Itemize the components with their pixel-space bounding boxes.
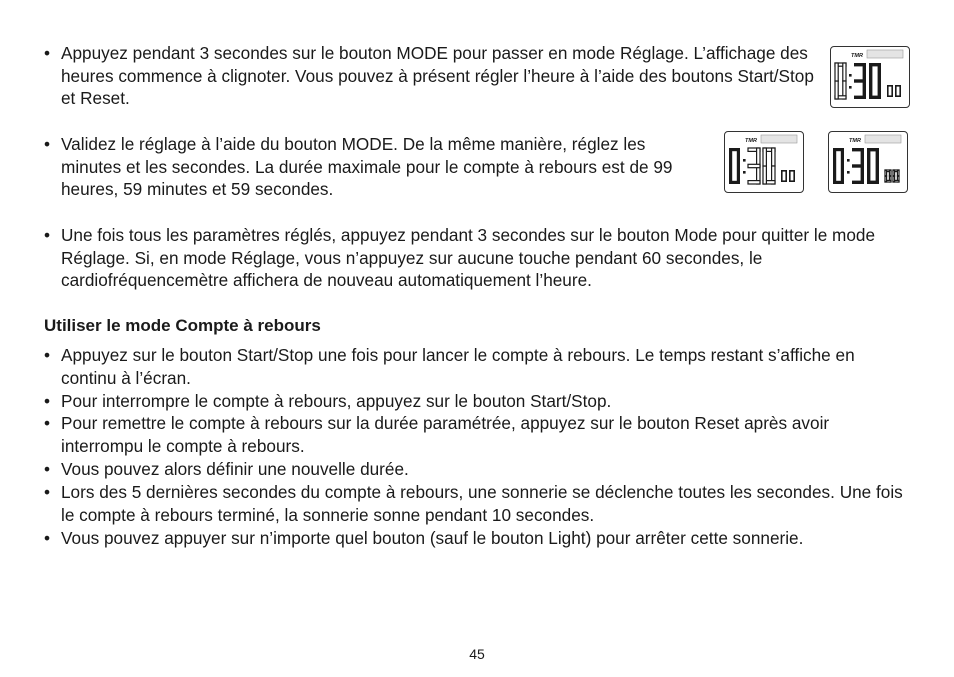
bullet-text: Vous pouvez appuyer sur n’importe quel bouton (sauf le bouton Light) pour arrêter cette sonnerie. bbox=[61, 528, 804, 548]
bullet-dot: • bbox=[44, 482, 51, 502]
lcd-digit bbox=[833, 148, 844, 184]
bullet-item bbox=[44, 344, 914, 389]
bullet-text: Appuyez pendant 3 secondes sur le bouton MODE pour passer en mode Réglage. L’affichage des heures commence à clignoter. Vous pouvez à présent régler l’heure à l’aide des boutons Start/Stop et Reset. bbox=[61, 43, 814, 109]
bullet-item bbox=[44, 481, 914, 526]
bullet-dot: • bbox=[44, 225, 51, 245]
lcd-digit bbox=[789, 170, 795, 182]
bullet-dot: • bbox=[44, 413, 51, 433]
timer-display-image bbox=[724, 131, 804, 193]
lcd-colon bbox=[849, 86, 852, 89]
lcd-colon bbox=[847, 159, 850, 162]
bullet-dot: • bbox=[44, 459, 51, 479]
page-number: 45 bbox=[469, 646, 485, 662]
lcd-digit bbox=[867, 148, 879, 184]
lcd-digit bbox=[895, 85, 901, 97]
lcd-digit bbox=[781, 170, 787, 182]
bullet-text: Validez le réglage à l’aide du bouton MODE. De la même manière, réglez les minutes et les secondes. La durée maximale pour le compte à rebours est de 99 heures, 59 minutes et 59 secondes. bbox=[61, 134, 673, 200]
lcd-colon bbox=[743, 171, 746, 174]
bullet-dot: • bbox=[44, 43, 51, 63]
lcd-digit bbox=[729, 148, 740, 184]
lcd-label-strip bbox=[865, 135, 901, 143]
timer-display-svg bbox=[829, 132, 906, 191]
lcd-digit bbox=[835, 63, 846, 99]
bullet-dot: • bbox=[44, 528, 51, 548]
bullet-text: Une fois tous les paramètres réglés, appuyez pendant 3 secondes sur le bouton Mode pour quitter le mode Réglage. Si, en mode Réglage, vous n’appuyez sur aucune touche pendant 60 secondes, le cardiofréquencemètre affichera de nouveau automatiquement l’heure. bbox=[61, 225, 876, 291]
bullet-item bbox=[44, 458, 914, 481]
bullet-item bbox=[44, 390, 914, 413]
timer-display-image bbox=[830, 46, 910, 108]
lcd-colon bbox=[847, 171, 850, 174]
bullet-text: Lors des 5 dernières secondes du compte à rebours, une sonnerie se déclenche toutes les secondes. Une fois le compte à rebours terminé, la sonnerie sonne pendant 10 secondes. bbox=[61, 482, 903, 525]
timer-display-svg bbox=[831, 47, 908, 106]
bullet-text: Appuyez sur le bouton Start/Stop une fois pour lancer le compte à rebours. Le temps restant s’affiche en continu à l’écran. bbox=[61, 345, 855, 388]
bullet-dot: • bbox=[44, 391, 51, 411]
lcd-digit bbox=[885, 170, 891, 182]
lcd-colon bbox=[849, 74, 852, 77]
lcd-label-strip bbox=[867, 50, 903, 58]
timer-display-svg bbox=[725, 132, 802, 191]
lcd-digit bbox=[854, 63, 866, 99]
bullet-text: Pour remettre le compte à rebours sur la durée paramétrée, appuyez sur le bouton Reset après avoir interrompu le compte à rebours. bbox=[61, 413, 830, 456]
bullet-dot: • bbox=[44, 345, 51, 365]
bullet-text: Vous pouvez alors définir une nouvelle durée. bbox=[61, 459, 409, 479]
lcd-label: TMR bbox=[745, 138, 757, 144]
lcd-digit bbox=[852, 148, 864, 184]
lcd-digit bbox=[748, 148, 760, 184]
lcd-label: TMR bbox=[851, 53, 863, 59]
section-heading: Utiliser le mode Compte à rebours bbox=[44, 316, 321, 335]
bullet-text: Pour interrompre le compte à rebours, appuyez sur le bouton Start/Stop. bbox=[61, 391, 612, 411]
lcd-digit bbox=[763, 148, 775, 184]
lcd-label-strip bbox=[761, 135, 797, 143]
bullet-item bbox=[44, 224, 904, 292]
lcd-digit bbox=[893, 170, 899, 182]
lcd-digit bbox=[887, 85, 893, 97]
bullet-item bbox=[44, 412, 914, 457]
lcd-label: TMR bbox=[849, 138, 861, 144]
timer-display-image bbox=[828, 131, 908, 193]
bullet-item bbox=[44, 527, 914, 550]
bullet-item bbox=[44, 133, 704, 201]
lcd-colon bbox=[743, 159, 746, 162]
bullet-dot: • bbox=[44, 134, 51, 154]
lcd-digit bbox=[869, 63, 881, 99]
bullet-item bbox=[44, 42, 814, 110]
